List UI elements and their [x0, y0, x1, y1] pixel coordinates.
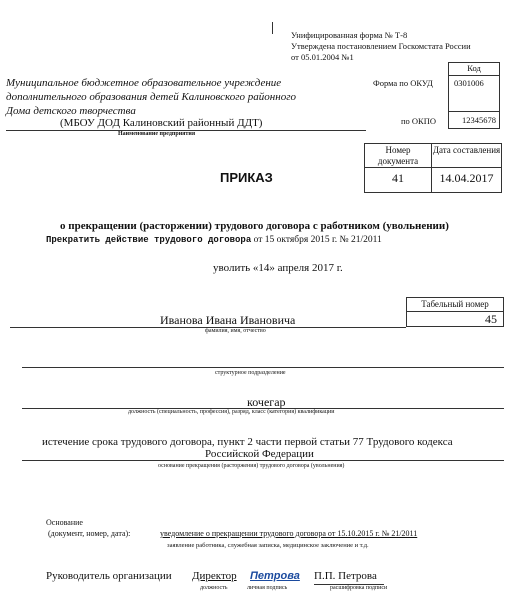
okud-label: Форма по ОКУД [373, 78, 433, 88]
top-tick [272, 22, 273, 34]
order-number: 41 [392, 171, 404, 185]
employee-name: Иванова Ивана Ивановича [160, 313, 296, 327]
okpo-cell [448, 111, 500, 129]
signature-handwritten: Петрова [250, 570, 300, 582]
form-title: Унифицированная форма № Т-8 [291, 30, 408, 40]
department-caption: структурное подразделение [215, 370, 286, 376]
employee-name-caption: фамилия, имя, отчество [205, 328, 266, 334]
signature-caption: личная подпись [247, 585, 288, 591]
org-caption: Наименование предприятия [118, 131, 196, 137]
basis-value: уведомление о прекращении трудового договора от 15.10.2015 г. № 21/2011 [160, 529, 418, 538]
subject-heading: о прекращении (расторжении) трудового договора с работником (увольнении) [60, 220, 449, 232]
order-date-header [431, 143, 502, 168]
grounds-caption: основание прекращения (расторжения) трудового договора (увольнения) [158, 463, 345, 469]
code-label: Код [467, 63, 481, 73]
org-line-4: (МБОУ ДОД Калиновский районный ДДТ) [60, 117, 263, 129]
basis-label-2: (документ, номер, дата): [48, 529, 131, 538]
org-line-1: Муниципальное бюджетное образовательное учреждение [6, 77, 282, 89]
position-caption: должность (специальность, профессия), разряд, класс (категория) квалификации [128, 409, 335, 415]
terminate-value: от 15 октября 2015 г. № 21/2011 [253, 235, 382, 245]
dismiss-line: уволить «14» апреля 2017 г. [213, 262, 343, 274]
employee-position: кочегар [247, 395, 286, 409]
grounds-underline [22, 460, 504, 461]
department-underline [22, 367, 504, 368]
order-number-header-label: Номер документа [377, 145, 419, 166]
tab-number: 45 [485, 312, 497, 326]
okpo-value: 12345678 [462, 115, 496, 125]
signature-name-caption: расшифровка подписи [330, 585, 388, 591]
code-header-cell [448, 62, 500, 76]
signature-position: Директор [192, 570, 237, 582]
terminate-label: Прекратить действие трудового договора [46, 235, 252, 245]
order-title: ПРИКАЗ [220, 170, 273, 185]
tab-number-header [406, 297, 504, 312]
tab-number-header-label: Табельный номер [421, 299, 489, 309]
order-date: 14.04.2017 [439, 171, 494, 185]
tab-number-cell [406, 311, 504, 327]
org-line-3: Дома детского творчества [6, 105, 136, 117]
terminate-line [46, 235, 382, 245]
order-date-cell [431, 167, 502, 193]
okpo-label: по ОКПО [401, 116, 437, 126]
order-number-header [364, 143, 432, 168]
okud-value: 0301006 [454, 78, 484, 88]
basis-label-1: Основание [46, 518, 83, 527]
signature-label: Руководитель организации [46, 570, 172, 582]
order-date-header-label: Дата составления [432, 145, 501, 155]
signature-position-caption: должность [200, 585, 228, 591]
org-line-2: дополнительного образования детей Калиновского районного [6, 91, 297, 103]
signature-name: П.П. Петрова [314, 570, 377, 582]
approved-line-1: Утверждена постановлением Госкомстата России [291, 41, 471, 51]
grounds-text-1: истечение срока трудового договора, пункт 2 части первой статьи 77 Трудового кодекса [42, 436, 453, 448]
order-number-cell [364, 167, 432, 193]
basis-caption: заявление работника, служебная записка, медицинское заключение и т.д. [167, 542, 369, 549]
approved-line-2: от 05.01.2004 №1 [291, 52, 354, 62]
grounds-text-2: Российской Федерации [205, 448, 314, 460]
okud-cell [448, 75, 500, 112]
